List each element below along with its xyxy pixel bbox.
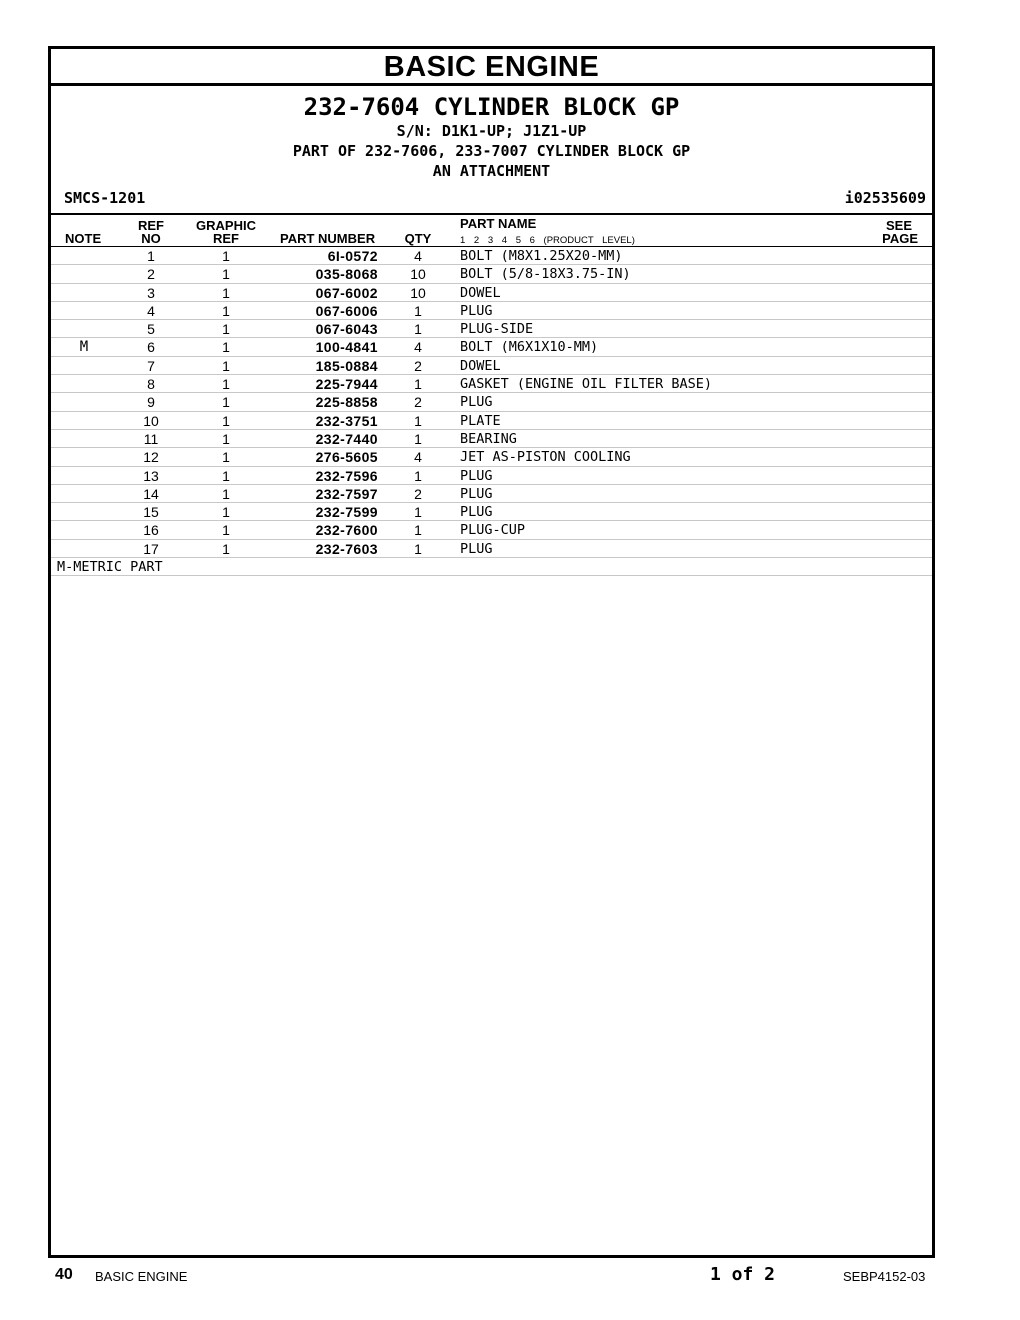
- row-graphic-ref: 1: [222, 467, 230, 484]
- table-row: [51, 375, 932, 393]
- table-row: [51, 430, 932, 448]
- row-graphic-ref: 1: [222, 266, 230, 283]
- row-graphic-ref: 1: [222, 449, 230, 466]
- col-ref-no-bottom: NO: [141, 231, 161, 246]
- row-ref-no: 17: [143, 540, 159, 557]
- table-row: [51, 357, 932, 375]
- product-levels-text: 1 2 3 4 5 6 (PRODUCT LEVEL): [460, 235, 635, 246]
- table-row: [51, 503, 932, 521]
- row-ref-no: 2: [147, 266, 155, 283]
- col-qty: QTY: [404, 231, 432, 246]
- row-graphic-ref: 1: [222, 412, 230, 429]
- row-part-number: 232-3751: [315, 412, 378, 429]
- col-part-name: PART NAME: [460, 216, 537, 231]
- row-part-name: GASKET (ENGINE OIL FILTER BASE): [460, 376, 712, 393]
- col-graphic-ref-bottom: REF: [213, 231, 239, 246]
- row-part-number: 225-7944: [315, 376, 378, 393]
- row-graphic-ref: 1: [222, 504, 230, 521]
- row-part-name: BOLT (M6X1X10-MM): [460, 339, 599, 356]
- row-part-number: 232-7596: [315, 467, 378, 484]
- table-row: [51, 247, 932, 265]
- row-graphic-ref: 1: [222, 302, 230, 319]
- row-ref-no: 15: [143, 504, 159, 521]
- table-row: [51, 265, 932, 283]
- attachment-line: AN ATTACHMENT: [432, 162, 551, 180]
- row-qty: 1: [414, 430, 422, 447]
- row-qty: 1: [414, 504, 422, 521]
- row-ref-no: 6: [147, 339, 155, 356]
- row-graphic-ref: 1: [222, 284, 230, 301]
- row-part-number: 100-4841: [315, 339, 378, 356]
- row-ref-no: 1: [147, 248, 155, 264]
- row-qty: 1: [414, 522, 422, 539]
- footnote-text: M-METRIC PART: [57, 559, 163, 576]
- row-qty: 1: [414, 540, 422, 557]
- group-title: 232-7604 CYLINDER BLOCK GP: [303, 93, 680, 121]
- table-row: [51, 412, 932, 430]
- row-qty: 1: [414, 376, 422, 393]
- row-ref-no: 11: [143, 430, 159, 447]
- footer-section: BASIC ENGINE: [95, 1269, 188, 1284]
- parts-page-frame: [48, 46, 935, 1258]
- row-part-name: BEARING: [460, 430, 517, 447]
- row-part-name: PLUG-CUP: [460, 522, 526, 539]
- row-part-number: 035-8068: [315, 266, 378, 283]
- group-header: [51, 86, 932, 215]
- row-part-name: PLUG: [460, 302, 493, 319]
- row-part-number: 232-7603: [315, 540, 378, 557]
- row-qty: 10: [410, 284, 426, 301]
- col-note: NOTE: [65, 231, 102, 246]
- col-ref-no-top: REF: [138, 218, 164, 233]
- row-part-number: 232-7440: [315, 430, 378, 447]
- row-qty: 4: [414, 339, 422, 356]
- table-row: [51, 467, 932, 485]
- table-row: [51, 302, 932, 320]
- row-ref-no: 13: [143, 467, 159, 484]
- row-ref-no: 7: [147, 357, 155, 374]
- row-part-name: PLUG: [460, 485, 493, 502]
- row-graphic-ref: 1: [222, 357, 230, 374]
- col-graphic-ref-top: GRAPHIC: [196, 218, 256, 233]
- row-part-name: PLUG: [460, 504, 493, 521]
- row-ref-no: 4: [147, 302, 155, 319]
- row-graphic-ref: 1: [222, 522, 230, 539]
- row-qty: 1: [414, 467, 422, 484]
- col-see-page-bottom: PAGE: [882, 231, 918, 246]
- row-part-number: 6I-0572: [327, 248, 378, 264]
- row-part-number: 276-5605: [315, 449, 378, 466]
- row-graphic-ref: 1: [222, 248, 230, 264]
- row-qty: 4: [414, 449, 422, 466]
- row-graphic-ref: 1: [222, 321, 230, 338]
- table-row: [51, 448, 932, 466]
- row-part-number: 067-6043: [315, 321, 378, 338]
- table-row: [51, 521, 932, 539]
- row-qty: 1: [414, 412, 422, 429]
- table-row: [51, 320, 932, 338]
- row-ref-no: 14: [143, 485, 159, 502]
- row-part-number: 067-6002: [315, 284, 378, 301]
- serial-numbers: S/N: D1K1-UP; J1Z1-UP: [396, 122, 587, 140]
- row-graphic-ref: 1: [222, 540, 230, 557]
- row-qty: 10: [410, 266, 426, 283]
- row-ref-no: 9: [147, 394, 155, 411]
- table-row: [51, 485, 932, 503]
- row-ref-no: 16: [143, 522, 159, 539]
- row-ref-no: 8: [147, 376, 155, 393]
- row-part-name: BOLT (5/8-18X3.75-IN): [460, 266, 631, 283]
- table-row: [51, 338, 932, 356]
- metric-footnote: [51, 558, 932, 576]
- row-qty: 2: [414, 485, 422, 502]
- parts-table-body: [51, 247, 932, 558]
- row-graphic-ref: 1: [222, 430, 230, 447]
- row-graphic-ref: 1: [222, 339, 230, 356]
- row-qty: 1: [414, 302, 422, 319]
- row-part-name: PLUG: [460, 467, 493, 484]
- row-part-number: 067-6006: [315, 302, 378, 319]
- row-ref-no: 3: [147, 284, 155, 301]
- row-part-name: JET AS-PISTON COOLING: [460, 449, 631, 466]
- row-ref-no: 10: [143, 412, 159, 429]
- smcs-code: SMCS-1201: [64, 189, 146, 207]
- row-part-name: PLATE: [460, 412, 501, 429]
- row-part-number: 232-7599: [315, 504, 378, 521]
- row-part-name: PLUG: [460, 394, 493, 411]
- illustration-id: i02535609: [844, 189, 926, 207]
- row-part-name: DOWEL: [460, 284, 501, 301]
- footer-page-number: 40: [55, 1266, 73, 1283]
- row-ref-no: 5: [147, 321, 155, 338]
- row-graphic-ref: 1: [222, 376, 230, 393]
- row-part-name: PLUG: [460, 540, 493, 557]
- table-row: [51, 393, 932, 411]
- row-part-name: BOLT (M8X1.25X20-MM): [460, 248, 623, 264]
- row-part-number: 232-7600: [315, 522, 378, 539]
- row-graphic-ref: 1: [222, 485, 230, 502]
- row-part-number: 185-0884: [315, 357, 378, 374]
- row-note: M: [79, 339, 89, 356]
- row-qty: 2: [414, 394, 422, 411]
- row-ref-no: 12: [143, 449, 159, 466]
- parts-table-header: [51, 215, 932, 247]
- part-of-line: PART OF 232-7606, 233-7007 CYLINDER BLOCK GP: [292, 142, 691, 160]
- table-row: [51, 284, 932, 302]
- col-see-page-top: SEE: [885, 218, 912, 233]
- row-part-number: 232-7597: [315, 485, 378, 502]
- section-title: BASIC ENGINE: [51, 49, 932, 86]
- row-qty: 2: [414, 357, 422, 374]
- table-row: [51, 540, 932, 558]
- row-qty: 1: [414, 321, 422, 338]
- row-graphic-ref: 1: [222, 394, 230, 411]
- footer-document-number: SEBP4152-03: [843, 1269, 926, 1284]
- row-part-name: DOWEL: [460, 357, 501, 374]
- row-qty: 4: [414, 248, 422, 264]
- row-part-number: 225-8858: [315, 394, 378, 411]
- col-product-levels: [460, 235, 635, 246]
- footer-sheet: 1 of 2: [710, 1264, 776, 1285]
- row-part-name: PLUG-SIDE: [460, 321, 534, 338]
- col-part-number: PART NUMBER: [280, 231, 376, 246]
